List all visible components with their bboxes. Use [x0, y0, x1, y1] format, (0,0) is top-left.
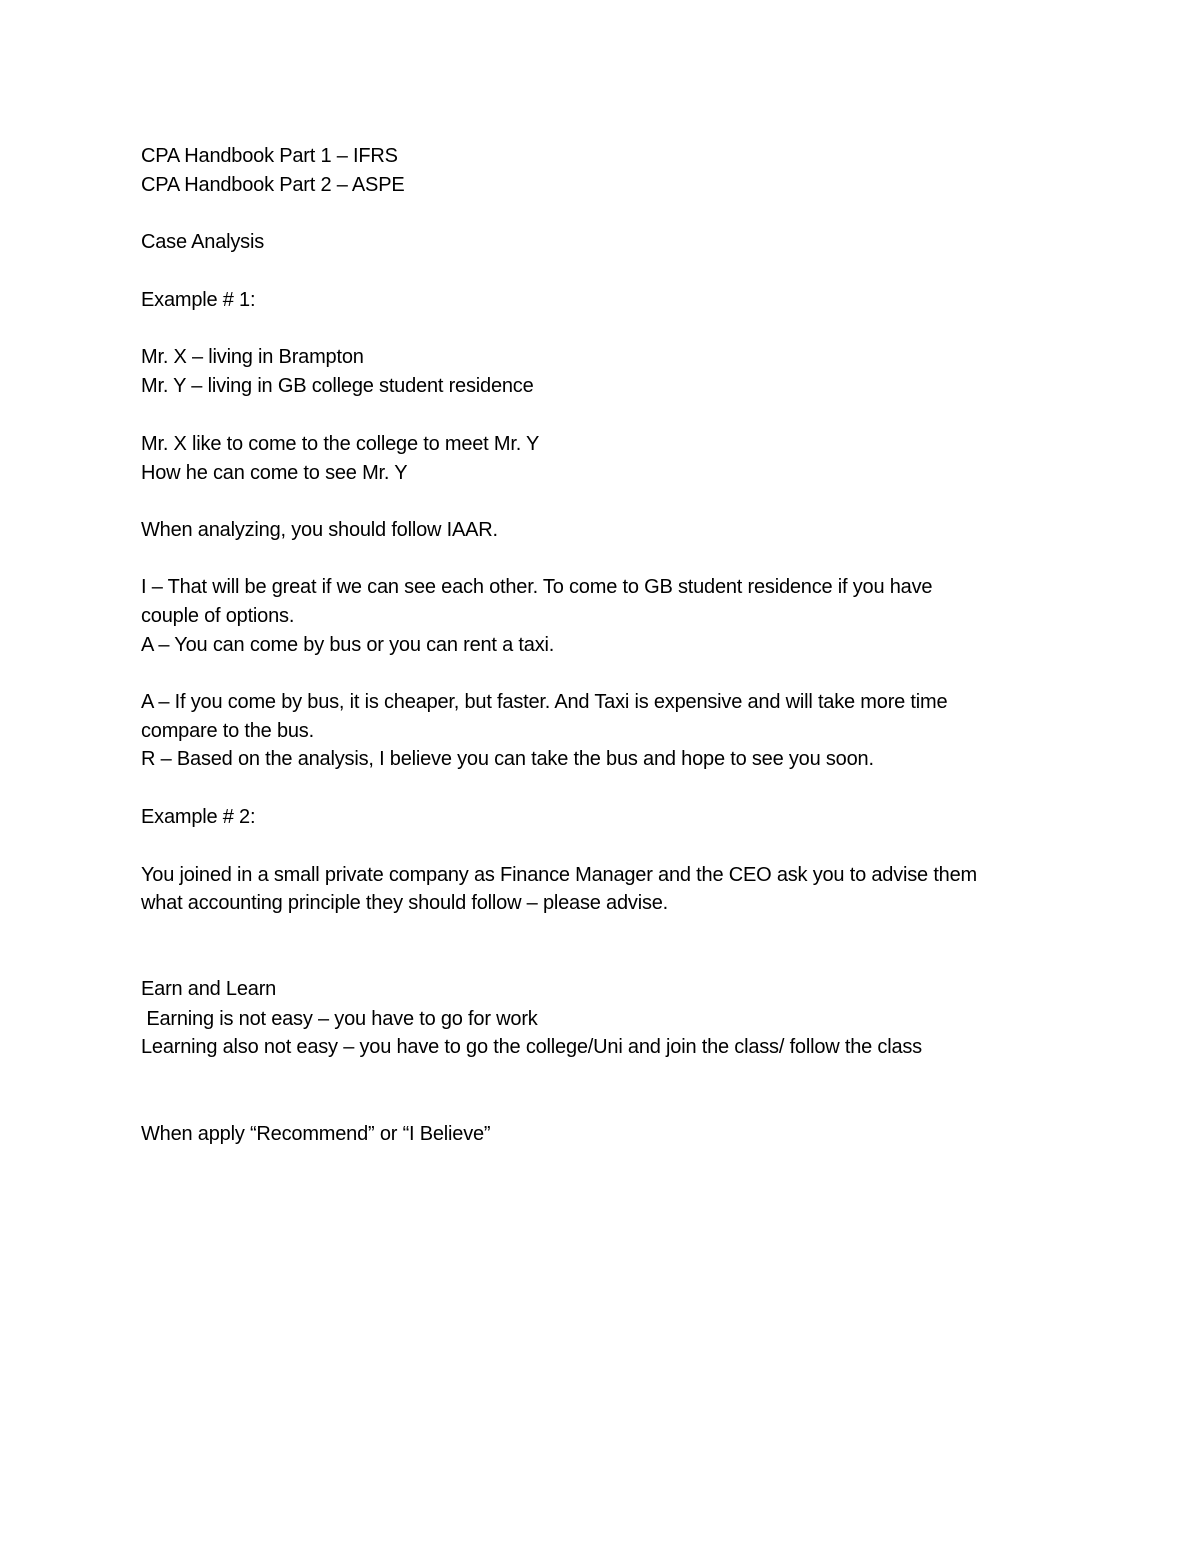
text-line: A – You can come by bus or you can rent a taxi. [141, 634, 555, 656]
text-line: what accounting principle they should follow – please advise. [141, 892, 669, 914]
text-line: compare to the bus. [141, 720, 314, 742]
example-1-label: Example # 1: [141, 289, 256, 311]
example-2-label: Example # 2: [141, 806, 256, 828]
text-line: You joined in a small private company as Finance Manager and the CEO ask you to advise them [141, 864, 977, 886]
section-title-case-analysis: Case Analysis [141, 231, 265, 253]
heading-line-aspe: CPA Handbook Part 2 – ASPE [141, 174, 405, 196]
text-line: R – Based on the analysis, I believe you can take the bus and hope to see you soon. [141, 748, 874, 770]
text-line: Earning is not easy – you have to go for work [141, 1008, 538, 1030]
text-line: Mr. Y – living in GB college student residence [141, 375, 534, 397]
text-line: Learning also not easy – you have to go the college/Uni and join the class/ follow the class [141, 1036, 922, 1058]
text-line: When analyzing, you should follow IAAR. [141, 519, 498, 541]
section-title-earn-and-learn: Earn and Learn [141, 978, 277, 1000]
text-line: Mr. X like to come to the college to meet Mr. Y [141, 433, 540, 455]
text-line: I – That will be great if we can see each other. To come to GB student residence if you have [141, 576, 933, 598]
text-line: How he can come to see Mr. Y [141, 462, 408, 484]
text-line: Mr. X – living in Brampton [141, 346, 364, 368]
text-line: A – If you come by bus, it is cheaper, but faster. And Taxi is expensive and will take more time [141, 691, 948, 713]
text-line: When apply “Recommend” or “I Believe” [141, 1123, 491, 1145]
text-line: couple of options. [141, 605, 295, 627]
heading-line-ifrs: CPA Handbook Part 1 – IFRS [141, 145, 398, 167]
